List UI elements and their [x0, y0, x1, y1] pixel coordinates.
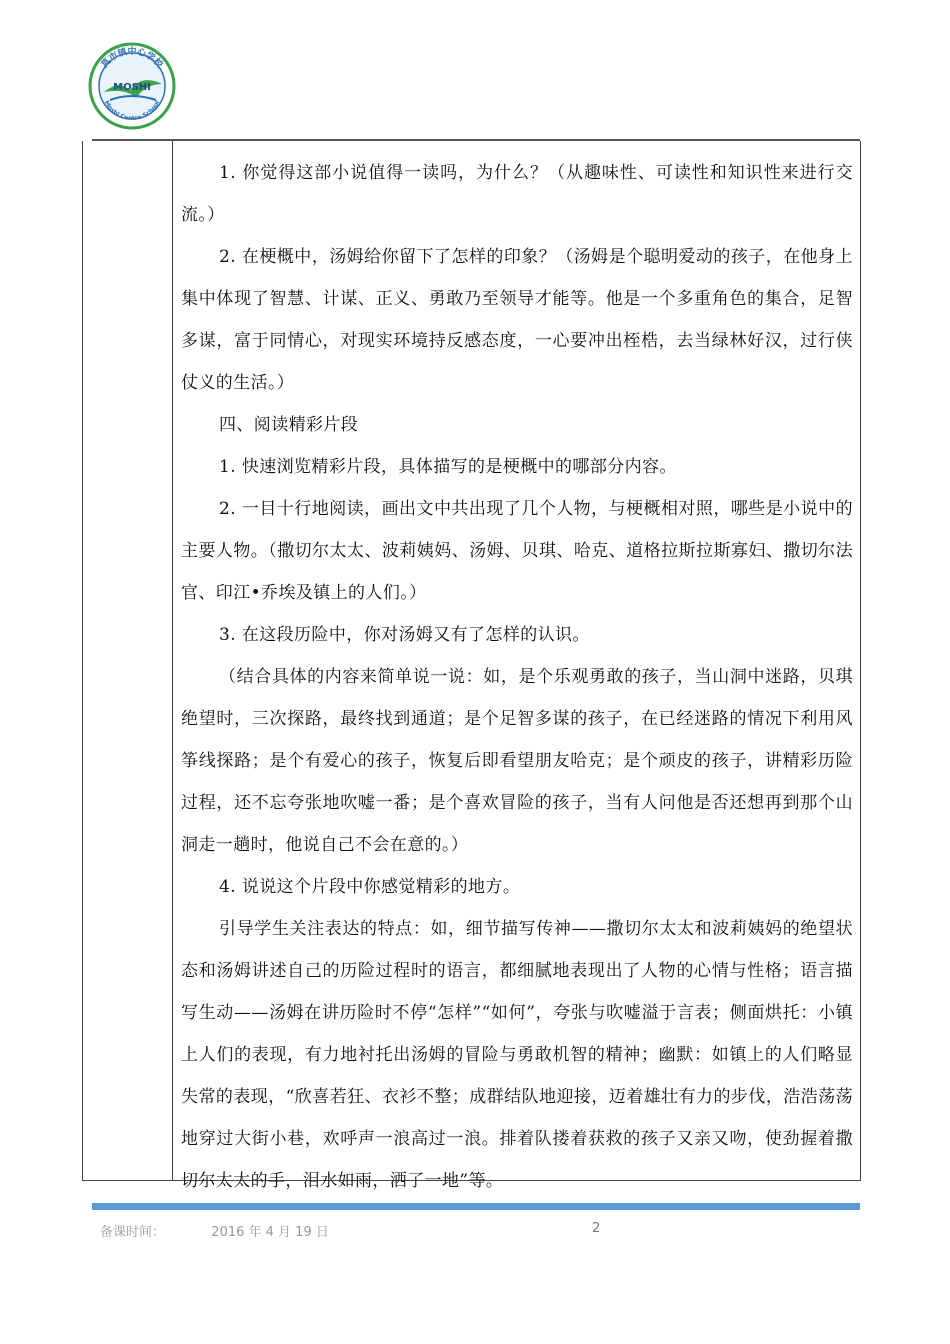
page-number: 2: [592, 1221, 601, 1236]
paragraph-step-2: 2. 一目十行地阅读，画出文中共出现了几个人物，与梗概相对照，哪些是小说中的主要人物。（撒切尔太太、波莉姨妈、汤姆、贝琪、哈克、道格拉斯拉斯寡妇、撒切尔法官、印江•乔埃及镇上的人们。）: [181, 499, 853, 603]
lesson-content: [181, 152, 853, 1202]
paragraph-step-4: 4. 说说这个片段中你感觉精彩的地方。: [219, 877, 521, 897]
paragraph-question-2: 2. 在梗概中，汤姆给你留下了怎样的印象？（汤姆是个聪明爱动的孩子，在他身上集中体现了智慧、计谋、正义、勇敢乃至领导才能等。他是一个多重角色的集合，足智多谋，富于同情心，对现实环境持反感态度，一心要冲出桎梏，去当绿林好汉，过行侠仗义的生活。）: [181, 247, 853, 393]
paragraph-step-1: 1. 快速浏览精彩片段，具体描写的是梗概中的哪部分内容。: [219, 457, 677, 477]
footer-bar: [92, 1203, 860, 1210]
paragraph-step-3: 3. 在这段历险中，你对汤姆又有了怎样的认识。: [219, 625, 590, 645]
table-border-right-lower: [860, 483, 861, 1181]
table-border-right: [860, 141, 861, 483]
table-border-left: [82, 141, 83, 483]
paragraph-question-1: 1. 你觉得这部小说值得一读吗，为什么？（从趣味性、可读性和知识性来进行交流。）: [181, 163, 853, 225]
logo-abbr: MOSHI: [113, 82, 151, 93]
table-column-divider-lower: [172, 483, 173, 1181]
table-border-left-lower: [82, 483, 83, 1181]
school-logo: [86, 40, 178, 132]
logo-en-name: Moshi Centre School: [102, 99, 162, 123]
logo-cn-name: 莫市镇中心学校: [99, 47, 165, 71]
section-heading: 四、阅读精彩片段: [219, 415, 359, 435]
footer-prep-time: [100, 1221, 329, 1240]
footer-label: 备课时间：: [100, 1225, 166, 1240]
paragraph-step-4-detail: 引导学生关注表达的特点：如，细节描写传神——撒切尔太太和波莉姨妈的绝望状态和汤姆讲述自己的历险过程时的语言，都细腻地表现出了人物的心情与性格；语言描写生动——汤姆在讲历险时不停“怎样”“如何”，夸张与吹嘘溢于言表；侧面烘托：小镇上人们的表现，有力地衬托出汤姆的冒险与勇敢机智的精神；幽默：如镇上的人们略显失常的表现，“欣喜若狂、衣衫不整；成群结队地迎接，迈着雄壮有力的步伐，浩浩荡荡地穿过大街小巷，欢呼声一浪高过一浪。排着队搂着获救的孩子又亲又吻，使劲握着撒切尔太太的手，泪水如雨，洒了一地”等。: [181, 919, 853, 1191]
paragraph-step-3-detail: （结合具体的内容来简单说一说：如，是个乐观勇敢的孩子，当山洞中迷路，贝琪绝望时，三次探路，最终找到通道；是个足智多谋的孩子，在已经迷路的情况下利用风筝线探路；是个有爱心的孩子，恢复后即看望朋友哈克；是个顽皮的孩子，讲精彩历险过程，还不忘夸张地吹嘘一番；是个喜欢冒险的孩子，当有人问他是否还想再到那个山洞走一趟时，他说自己不会在意的。）: [181, 667, 853, 855]
table-column-divider: [172, 141, 173, 483]
footer-date: 2016 年 4 月 19 日: [211, 1225, 329, 1240]
